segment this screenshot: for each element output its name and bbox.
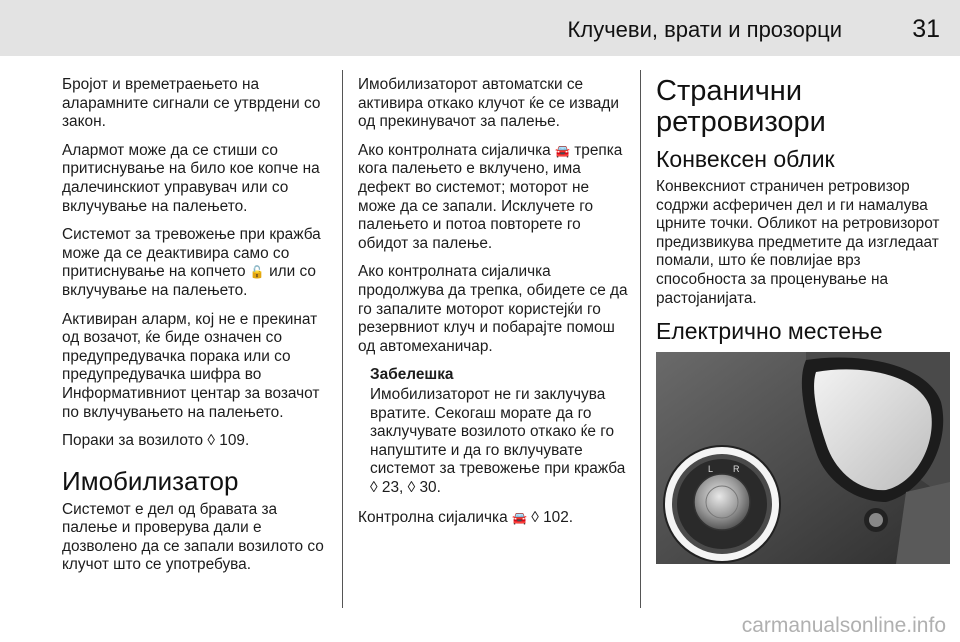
- section-heading-immobilizer: Имобилизатор: [62, 465, 239, 496]
- paragraph: Алармот може да се стиши со притиснување на било кое копче на далечинскиот управувач или со вклучување на палењето.: [62, 141, 320, 215]
- car-key-warning-icon: 🚘: [511, 511, 527, 526]
- text: трепка кога палењето е вклучено, има дефект во системот; моторот не може да се запали. Исклучете го палењето и потоа повторете го обидот за палење.: [358, 141, 623, 252]
- text: Контролна сијаличка: [358, 509, 512, 527]
- switch-label-left: L: [708, 464, 714, 475]
- paragraph: Имобилизаторот автоматски се активира откако клучот ќе се извади од прекинувачот за палење.: [358, 76, 619, 131]
- mirror-switch-illustration: [656, 352, 950, 564]
- switch-label-right: R: [733, 464, 740, 475]
- note-box: [370, 366, 630, 497]
- page-reference[interactable]: 23,: [377, 478, 408, 496]
- watermark: carmanualsonline.info: [741, 614, 946, 637]
- column-divider: [342, 70, 343, 608]
- car-key-warning-icon: 🚘: [555, 143, 570, 158]
- text: Имобилизаторот не ги заклучува вратите. Секогаш морате да го заклучувате возилото откако ќе го напуштите и да го вклучувате системот за тревожење при кражба: [370, 385, 626, 478]
- reference-arrow-icon: ◊: [207, 432, 215, 450]
- chapter-title: Клучеви, врати и прозорци: [567, 17, 842, 42]
- column-3: [656, 76, 952, 564]
- page-reference[interactable]: 30.: [415, 478, 441, 496]
- text: или со вклучување на палењето.: [62, 263, 316, 299]
- reference-arrow-icon: ◊: [531, 509, 539, 527]
- subheading-convex-shape: Конвексен облик: [656, 146, 835, 172]
- page-header: [0, 0, 960, 56]
- text: Пораки за возилото: [62, 432, 208, 450]
- paragraph: [358, 142, 630, 254]
- paragraph: Ако контролната сијаличка продолжува да трепка, обидете се да го запалите моторот користејќи го резервниот клуч и побарајте помош од автомеханичар.: [358, 263, 628, 355]
- paragraph: Конвексниот страничен ретровизор содржи асферичен дел и ги намалува црните точки. Обликот на ретровизорот предизвикува предметите да изгледаат помали, што ќе повлијае врз способноста за проценувањe на растојанијата.: [656, 178, 940, 307]
- reference-arrow-icon: ◊: [407, 478, 416, 496]
- page-number: 31: [912, 15, 940, 43]
- paragraph: Системот е дел од бравата за палење и проверува дали е дозволено да се запали возилото со клучот што се употребува.: [62, 500, 324, 574]
- page-reference[interactable]: 109.: [214, 432, 250, 450]
- column-divider: [640, 70, 641, 608]
- text: Системот за тревожење при кражба може да се деактивира само со притиснување на копчето: [62, 226, 321, 281]
- paragraph: Активиран аларм, кој не е прекинат од возачот, ќе биде означен со предупредувачка порака или со предупредувачка шифра во Информативниот центар за возачот по вклучувањето на палењето.: [62, 310, 320, 421]
- paragraph: [358, 509, 630, 528]
- text: Ако контролната сијаличка: [358, 141, 555, 159]
- page-reference[interactable]: 102.: [538, 509, 574, 527]
- mirror-switch-drawing: [656, 352, 950, 564]
- note-title: Забелешка: [370, 366, 454, 384]
- paragraph: [62, 226, 332, 300]
- subheading-electric-adjustment: Електрично местење: [656, 318, 883, 345]
- unlock-icon: 🔓: [249, 265, 265, 280]
- column-2: [358, 76, 630, 538]
- note-text: [370, 386, 630, 498]
- section-heading-side-mirrors: Странични ретровизори: [656, 75, 826, 138]
- paragraph: [62, 432, 332, 451]
- column-1: [62, 76, 332, 585]
- reference-arrow-icon: ◊: [370, 478, 378, 496]
- paragraph: Бројот и времетраењето на аларамните сигнали се утврдени со закон.: [62, 76, 321, 131]
